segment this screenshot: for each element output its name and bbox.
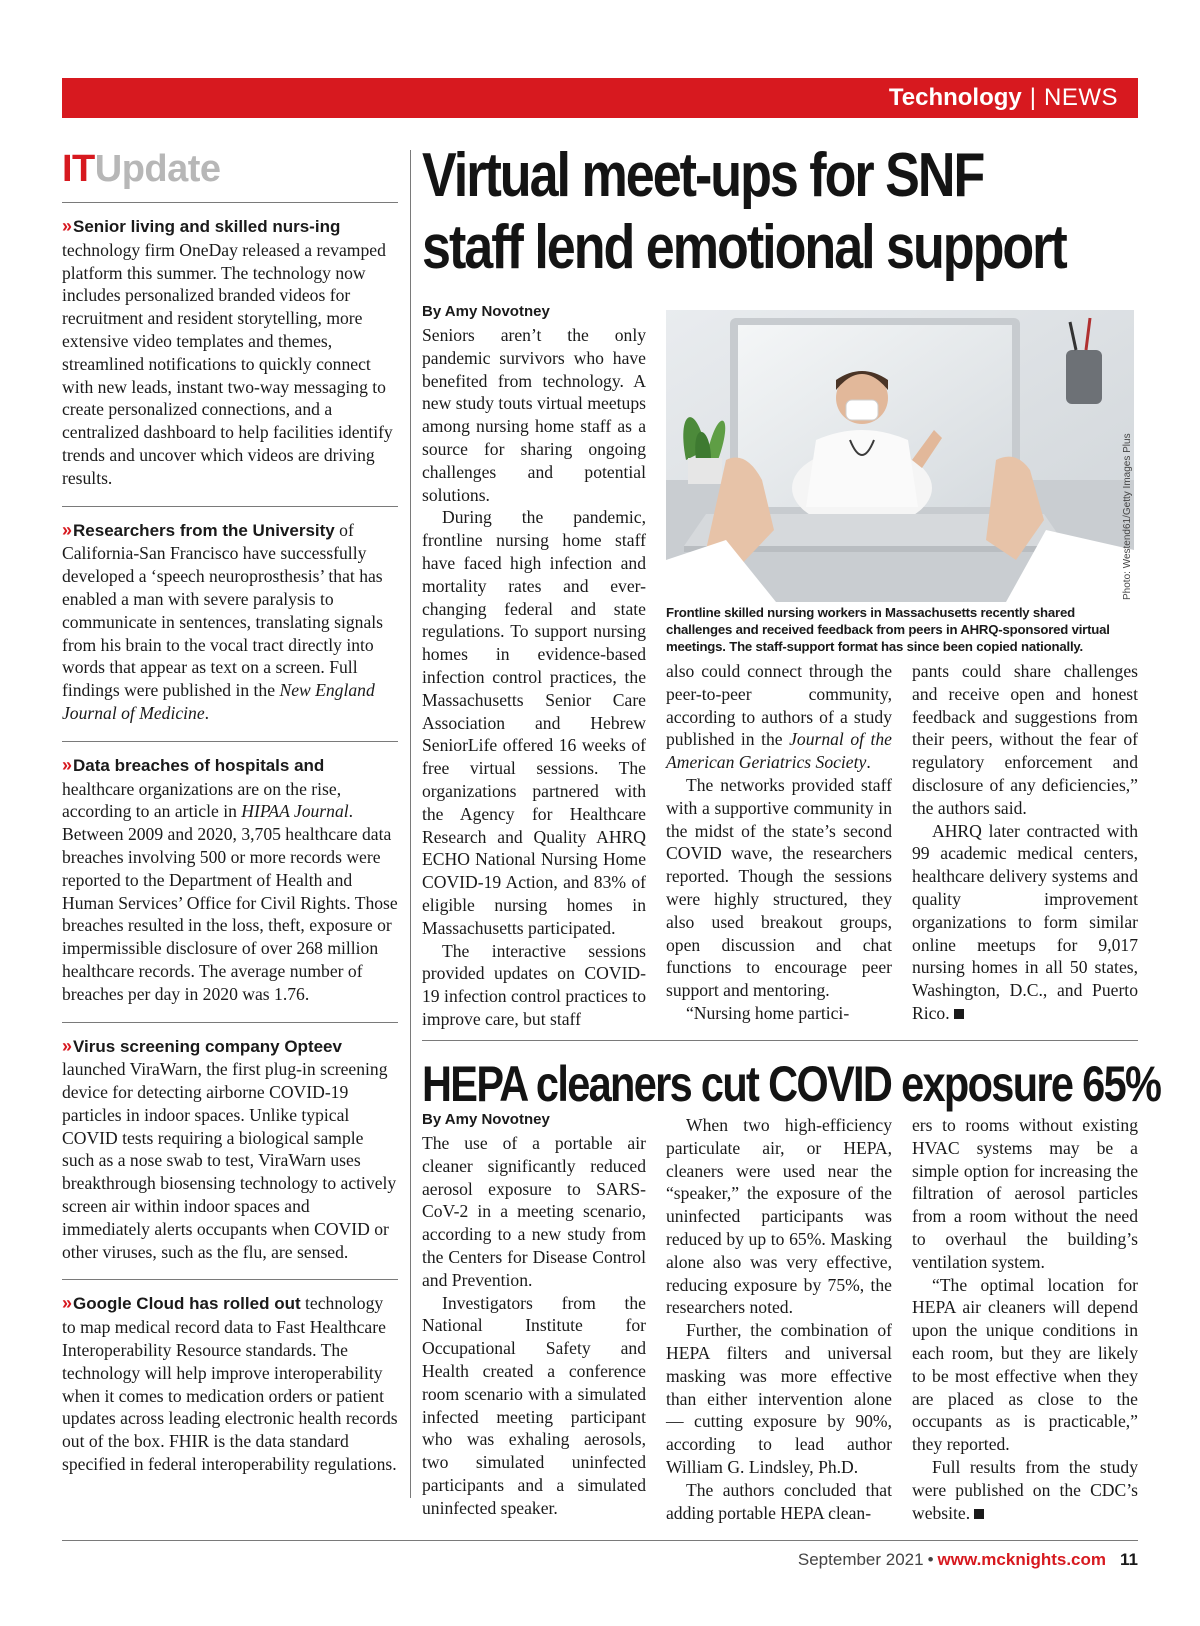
it-item-body: healthcare organizations are on the rise, according to an article in <box>62 778 342 822</box>
article2-column3 <box>912 1114 1138 1524</box>
it-update-column <box>62 146 398 1492</box>
it-update-heading <box>62 146 398 192</box>
journal-title: Journal of the American Geriatrics Society <box>666 729 892 773</box>
paragraph: ers to rooms without existing HVAC systems may be a simple option for increasing the filtration of aerosol particles from a room without the need to overhaul the building’s ventilation system. <box>912 1115 1138 1272</box>
article2-column1 <box>422 1110 646 1520</box>
it-item-body: technology firm OneDay released a revamped platform this summer. The technology now includes personalized branded videos for recruitment and resident storytelling, more extensive video templates and themes, streamlined notifications to quickly connect with new leads, instant two-way messaging to create personalized connections, and a centralized dashboard to help facilities identify trends and uncover which videos are driving results. <box>62 239 393 488</box>
it-item-lead: Data breaches of hospitals and <box>73 755 325 775</box>
section-label <box>889 83 1118 113</box>
it-item-lead: Researchers from the University <box>73 520 335 540</box>
photo-caption: Frontline skilled nursing workers in Massachusetts recently shared challenges and received feedback from peers in AHRQ-sponsored virtual meetings. The staff-support format has since been copied nationally. <box>666 605 1110 654</box>
paragraph: The authors concluded that adding portable HEPA clean- <box>666 1479 892 1523</box>
paragraph: During the pandemic, frontline nursing home staff have faced high infection and mortality rates and ever-changing federal and state regulations. To support nursing homes in evidence-based infection control practices, the Massachusetts Senior Care Association and Hebrew SeniorLife offered 16 weeks of free virtual sessions. The organizations partnered with the Agency for Healthcare Research and Quality AHRQ ECHO National Nursing Home COVID-19 Action, and 83% of eligible nursing homes in Massachusetts participated. <box>422 507 646 938</box>
paragraph: The use of a portable air cleaner significantly reduced aerosol exposure to SARS-CoV-2 in a meeting scenario, according to a new study from the Centers for Disease Control and Prevention. <box>422 1133 646 1290</box>
journal-title: New England Journal of Medicine <box>62 680 375 723</box>
section-news: NEWS <box>1044 84 1118 111</box>
journal-title: HIPAA Journal <box>241 801 349 822</box>
end-square-icon <box>954 1009 964 1019</box>
paragraph-tail: . <box>866 752 871 773</box>
it-item-body: launched ViraWarn, the first plug-in screening device for detecting airborne COVID-19 particles in indoor spaces. Unlike typical COVID tests requiring a biological sample such as a nose swab to test, ViraWarn uses breakthrough biosensing technology to actively screen air within indoor spaces and immediately alerts occupants when COVID or other viruses, such as the flu, are sensed. <box>62 1059 397 1262</box>
photo-credit: Photo: Westend61/Getty Images Plus <box>1122 433 1133 600</box>
paragraph: Investigators from the National Institute for Occupational Safety and Health created a conference room scenario with a simulated infected meeting participant who was exhaling aerosols, two simulated uninfected participants and a simulated uninfected speaker. <box>422 1292 646 1518</box>
article2-headline: HEPA cleaners cut COVID exposure 65% <box>422 1056 1161 1112</box>
it-item <box>62 202 398 506</box>
chevron-double-right-icon: » <box>62 754 70 775</box>
chevron-double-right-icon: » <box>62 1035 70 1056</box>
headline-line2: staff lend emotional support <box>422 213 1066 282</box>
paragraph: “Nursing home partici- <box>686 1002 850 1023</box>
it-item-tail: . <box>204 702 210 723</box>
it-item <box>62 506 398 741</box>
paragraph: The interactive sessions provided updates on COVID-19 infection control practices to improve care, but staff <box>422 940 646 1029</box>
page-footer <box>798 1550 1138 1570</box>
footer-date: September 2021 <box>797 1550 924 1569</box>
column-divider <box>410 150 411 1498</box>
it-item-body: of California-San Francisco have successfully developed a ‘speech neuroprosthesis’ that has enabled a man with severe paralysis to communicate in sentences, translating signals from his brain to the vocal tract directly into words that appear as text on a screen. Full findings were published in the <box>62 519 384 701</box>
article2-byline: By Amy Novotney <box>422 1111 550 1128</box>
article2-column2 <box>666 1114 892 1524</box>
footer-rule <box>62 1540 1138 1541</box>
article1-column2 <box>666 660 892 1025</box>
page-number: 11 <box>1120 1550 1138 1569</box>
chevron-double-right-icon: » <box>62 1293 70 1314</box>
it-item-lead: Virus screening company Opteev <box>73 1036 342 1056</box>
laptop-video-call-illustration <box>666 310 1134 602</box>
paragraph <box>912 820 1138 1025</box>
headline-line1: Virtual meet-ups for SNF <box>422 141 984 210</box>
paragraph: Seniors aren’t the only pandemic survivors who have benefited from technology. A new study touts virtual meetups among nursing home staff as a source for sharing ongoing challenges and potential solutions. <box>422 325 646 505</box>
article1-column1 <box>422 302 646 1031</box>
article1-byline: By Amy Novotney <box>422 303 550 320</box>
section-bar <box>62 78 1138 118</box>
it-item-lead: Senior living and skilled nurs-ing <box>73 217 341 236</box>
paragraph: “The optimal location for HEPA air cleaners will depend upon the unique conditions in each room, but they are likely to be most effective when they are placed as close to the occupants as is practicable,” they reported. <box>912 1274 1138 1455</box>
chevron-double-right-icon: » <box>62 519 70 540</box>
footer-dot: • <box>927 1550 934 1569</box>
paragraph <box>666 660 892 774</box>
it-item <box>62 1279 398 1491</box>
paragraph: pants could share challenges and receive open and honest feedback and suggestions from their peers, without the fear of regulatory enforcement and disclosure of any deficiencies,” the authors said. <box>912 661 1138 818</box>
chevron-double-right-icon: » <box>62 216 70 236</box>
article1-photo <box>666 310 1134 602</box>
paragraph: The networks provided staff with a supportive community in the midst of the state’s second COVID wave, the researchers reported. Though the sessions were highly structured, they also used breakout groups, open discussion and chat functions to encourage peer support and mentoring. <box>666 774 892 1001</box>
end-square-icon <box>974 1509 984 1519</box>
it-item-body: technology to map medical record data to Fast Healthcare Interoperability Resource standards. The technology will help improve interoperability when it comes to medication orders or patient updates across leading electronic health records out of the box. FHIR is the data standard specified in federal interoperability regulations. <box>62 1293 398 1475</box>
paragraph-text: AHRQ later contracted with 99 academic medical centers, healthcare delivery systems and quality improvement organizations to form similar online meetups for 9,017 nursing homes in all 50 states, Washington, D.C., and Puerto Rico. <box>912 820 1138 1023</box>
it-item <box>62 1022 398 1280</box>
paragraph <box>912 1456 1138 1524</box>
section-separator: | <box>1029 84 1036 111</box>
article1-headline <box>422 140 1066 284</box>
it-item <box>62 741 398 1022</box>
it-item-lead: Google Cloud has rolled out <box>73 1294 301 1314</box>
paragraph: When two high-efficiency particulate air, or HEPA, cleaners were used near the “speaker,” the exposure of the uninfected participants was reduced by up to 65%. Masking alone also was very effective, reducing exposure by 75%, the researchers noted. <box>666 1115 892 1318</box>
article-separator <box>422 1040 1138 1041</box>
heading-update: Update <box>94 148 221 190</box>
paragraph-text: also could connect through the peer-to-peer community, according to authors of a study published in the <box>666 661 892 750</box>
paragraph: Further, the combination of HEPA filters and universal masking was more effective than either intervention alone — cutting exposure by 90%, according to lead author William G. Lindsley, Ph.D. <box>666 1320 892 1477</box>
article1-column3 <box>912 660 1138 1025</box>
section-kicker: Technology <box>888 84 1022 111</box>
paragraph-text: Full results from the study were published on the CDC’s website. <box>912 1456 1138 1523</box>
it-item-tail: . Between 2009 and 2020, 3,705 healthcare data breaches involving 500 or more records were reported to the Department of Health and Human Services’ Office for Civil Rights. Those breaches resulted in the loss, theft, exposure or impermissible disclosure of over 268 million healthcare records. The average number of breaches per day in 2020 was 1.76. <box>62 801 398 1004</box>
heading-it: IT <box>62 148 95 190</box>
footer-url[interactable]: www.mcknights.com <box>937 1550 1107 1569</box>
